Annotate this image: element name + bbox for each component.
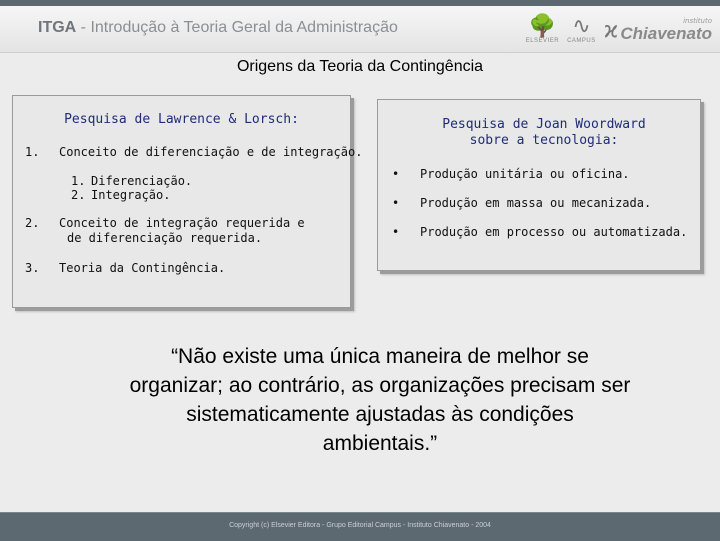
list-item-text: Conceito de diferenciação e de integração. xyxy=(59,145,363,159)
list-item-text: Conceito de integração requerida e xyxy=(59,216,305,230)
woodward-box xyxy=(377,99,701,271)
woodward-heading xyxy=(388,117,700,149)
elsevier-logo xyxy=(526,16,559,44)
publisher-logos xyxy=(526,10,712,50)
list-item-text: Produção em processo ou automatizada. xyxy=(420,225,688,239)
elsevier-logo-text: ELSEVIER xyxy=(525,38,560,44)
copyright-text: Copyright (c) Elsevier Editora - Grupo Editorial Campus - Instituto Chiavenato - 2004 xyxy=(229,522,491,529)
chiavenato-mark-icon: ϰ xyxy=(603,18,619,43)
list-item-text: Produção em massa ou mecanizada. xyxy=(420,196,652,210)
bullet-icon: • xyxy=(392,225,400,239)
tree-icon: 🌳 xyxy=(528,14,557,39)
list-item-text: Produção unitária ou oficina. xyxy=(420,167,630,181)
chiavenato-logo-small: instituto xyxy=(683,17,712,25)
lawrence-lorsch-box xyxy=(12,95,363,308)
list-item-number: 2. xyxy=(25,216,40,230)
slide-header xyxy=(0,6,720,53)
sub-list-item-text: Integração. xyxy=(91,188,171,202)
sub-list-item-number: 2. xyxy=(71,188,86,202)
course-subtitle: - Introdução à Teoria Geral da Administração xyxy=(76,19,398,36)
campus-logo xyxy=(567,16,596,44)
course-brand: ITGA xyxy=(38,19,77,36)
quote-line: organizar; ao contrário, as organizações precisam ser xyxy=(129,374,631,397)
chiavenato-logo-big: Chiavenato xyxy=(620,24,712,43)
slide-footer xyxy=(0,512,720,541)
sub-list-item-number: 1. xyxy=(71,174,86,188)
list-item-number: 1. xyxy=(25,145,40,159)
list-item-text-line2: de diferenciação requerida. xyxy=(67,231,263,245)
chiavenato-logo xyxy=(604,18,712,42)
campus-swirl-icon: ∿ xyxy=(572,14,591,39)
list-item-number: 3. xyxy=(25,261,40,275)
course-title xyxy=(38,19,398,37)
sub-list-item-text: Diferenciação. xyxy=(91,174,193,188)
contingency-quote xyxy=(60,342,700,458)
bullet-icon: • xyxy=(392,196,400,210)
campus-logo-text: CAMPUS xyxy=(567,38,596,44)
bullet-icon: • xyxy=(392,167,400,181)
lawrence-lorsch-heading: Pesquisa de Lawrence & Lorsch: xyxy=(64,112,299,127)
list-item-text: Teoria da Contingência. xyxy=(59,261,226,275)
quote-line: “Não existe uma única maneira de melhor se xyxy=(171,345,589,368)
quote-line: sistematicamente ajustadas às condições xyxy=(186,403,574,426)
woodward-heading-line2: sobre a tecnologia: xyxy=(469,133,619,148)
quote-line: ambientais.” xyxy=(322,432,438,455)
slide-title: Origens da Teoria da Contingência xyxy=(236,58,484,75)
woodward-heading-line1: Pesquisa de Joan Woordward xyxy=(442,117,646,132)
